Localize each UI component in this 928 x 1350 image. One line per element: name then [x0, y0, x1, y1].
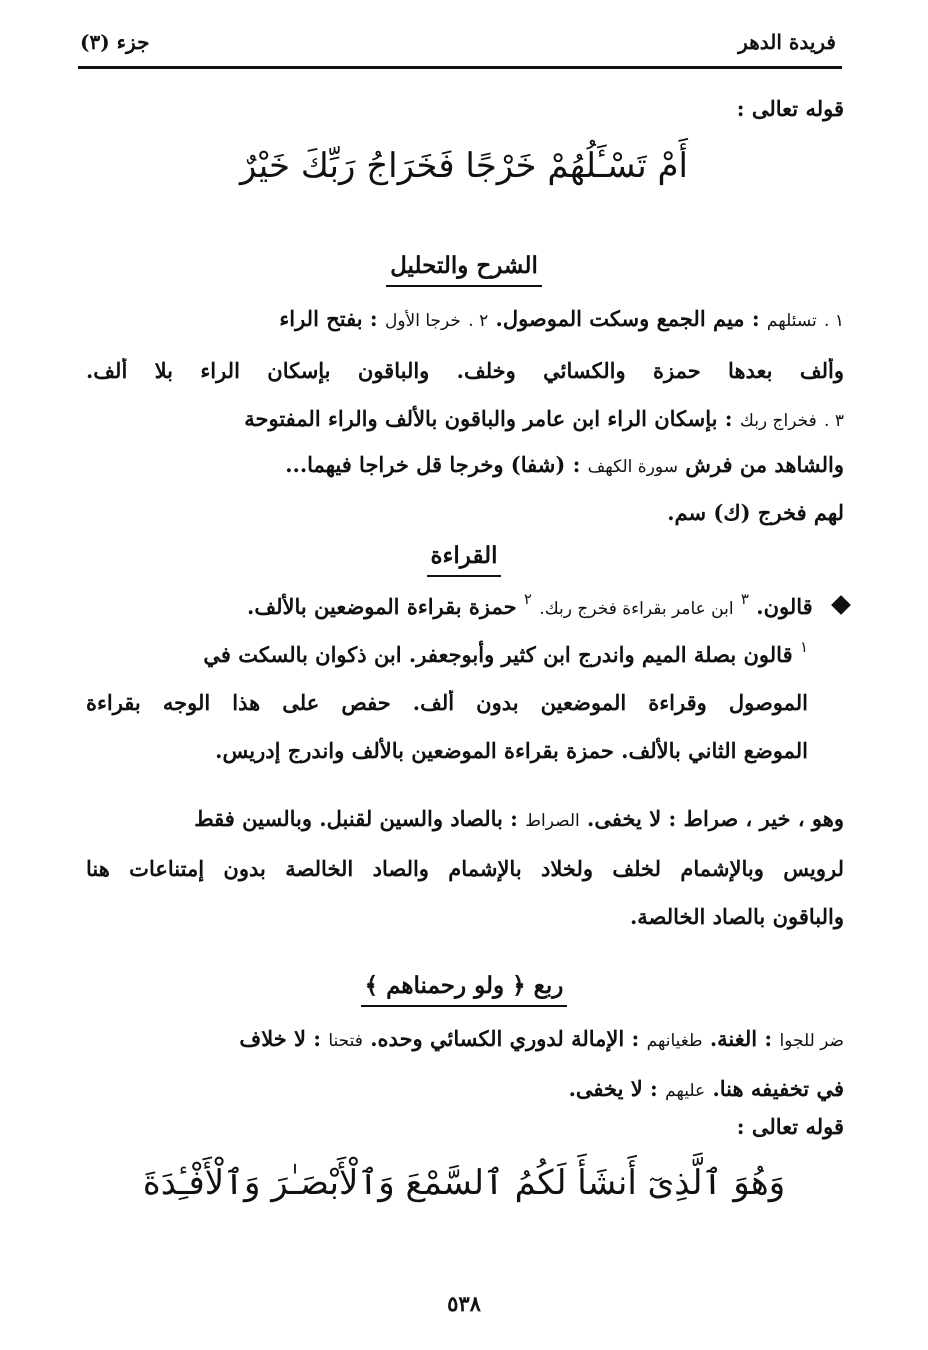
line-text: : الغنة.: [709, 1026, 773, 1051]
line-text: والشاهد من فرش: [685, 452, 844, 477]
item-number: ١ .: [824, 311, 844, 331]
line-text: : لا يخفى.: [568, 1076, 658, 1101]
keyword: خرجا الأول: [384, 311, 461, 331]
part-label: جزء (٣): [80, 30, 150, 54]
header-rule: [78, 66, 842, 69]
qawlihi-label: قوله تعالى :: [736, 1114, 844, 1139]
notes-line-3: والباقون بالصاد الخالصة.: [629, 904, 844, 929]
notes-line-1: [86, 806, 844, 831]
qiraa-line-1: [86, 590, 848, 619]
line-text: : بإسكان الراء ابن عامر والباقون بالألف والراء المفتوحة: [244, 406, 733, 431]
keyword: الصراط: [525, 811, 580, 831]
sharh-line-5: لهم فخرج (ك) سم.: [667, 500, 844, 525]
qiraa-heading: القراءة: [427, 542, 502, 577]
item-number: ٣ .: [824, 411, 844, 431]
rub-line-1: [86, 1026, 844, 1051]
keyword: طغيانهم: [646, 1031, 703, 1051]
diamond-bullet-icon: [831, 595, 851, 615]
line-text: وهو ، خير ، صراط : لا يخفى.: [587, 806, 844, 831]
line-text: ابن عامر بقراءة فخرج ربك.: [539, 599, 734, 619]
line-text: : ميم الجمع وسكت الموصول.: [495, 306, 760, 331]
line-text: قالون.: [756, 594, 813, 619]
rub-line-2: [86, 1076, 844, 1101]
running-head: [80, 22, 836, 62]
line-text: قالون بصلة الميم واندرج ابن كثير وأبوجعفر. ابن ذكوان بالسكت في: [203, 642, 793, 667]
sharh-line-3: [86, 406, 844, 431]
keyword: تسئلهم: [766, 311, 817, 331]
keyword: سورة الكهف: [587, 457, 678, 477]
book-title: فريدة الدهر: [738, 30, 836, 54]
line-text: : بفتح الراء: [279, 306, 378, 331]
qiraa-line-3: الموصول وقراءة الموضعين بدون ألف. حفص على هذا الوجه بقراءة: [86, 690, 808, 715]
sharh-heading: الشرح والتحليل: [386, 252, 542, 287]
item-number: ٢ .: [468, 311, 489, 331]
quran-verse: وَهُوَ ٱلَّذِىٓ أَنشَأَ لَكُمُ ٱلسَّمْعَ وَٱلْأَبْصَـٰرَ وَٱلْأَفْـِٔدَةَ: [142, 1163, 786, 1203]
line-text: : الإمالة لدوري الكسائي وحده.: [370, 1026, 640, 1051]
sharh-line-4: [86, 452, 844, 477]
line-text: : لا خلاف: [239, 1026, 322, 1051]
keyword: عليهم: [665, 1081, 706, 1101]
qiraa-line-2: [86, 638, 808, 667]
keyword: فخراج ربك: [739, 411, 817, 431]
qiraa-line-4: الموضع الثاني بالألف. حمزة بقراءة الموضعين بالألف واندرج إدريس.: [215, 738, 808, 763]
line-text: حمزة بقراءة الموضعين بالألف.: [247, 594, 517, 619]
rub-heading: ربع ﴿ ولو رحمناهم ﴾: [361, 972, 568, 1007]
section-heading: [0, 252, 928, 287]
footnote-number: ١: [799, 638, 808, 656]
sharh-line-2: وألف بعدها حمزة والكسائي وخلف. والباقون بإسكان الراء بلا ألف.: [86, 358, 844, 383]
page-number: ٥٣٨: [447, 1291, 481, 1316]
footnote-number: ٢: [523, 590, 532, 608]
section-heading: [0, 972, 928, 1007]
footnote-number: ٣: [740, 590, 749, 608]
keyword: فتحنا: [328, 1031, 363, 1051]
sharh-line-1: [86, 306, 844, 331]
qawlihi-label: قوله تعالى :: [736, 96, 844, 121]
notes-line-2: لرويس وبالإشمام لخلف ولخلاد بالإشمام والصاد الخالصة بدون إمتناعات هنا: [86, 856, 844, 881]
line-text: : بالصاد والسين لقنبل. وبالسين فقط: [194, 806, 518, 831]
line-text: : (شفا) وخرجا قل خراجا فيهما...: [285, 452, 581, 477]
keyword: ضر للجوا: [779, 1031, 844, 1051]
section-heading: [0, 542, 928, 577]
quran-verse: أَمْ تَسْـَٔلُهُمْ خَرْجًا فَخَرَاجُ رَبِّكَ خَيْرٌ: [240, 146, 688, 186]
line-text: في تخفيفه هنا.: [712, 1076, 844, 1101]
